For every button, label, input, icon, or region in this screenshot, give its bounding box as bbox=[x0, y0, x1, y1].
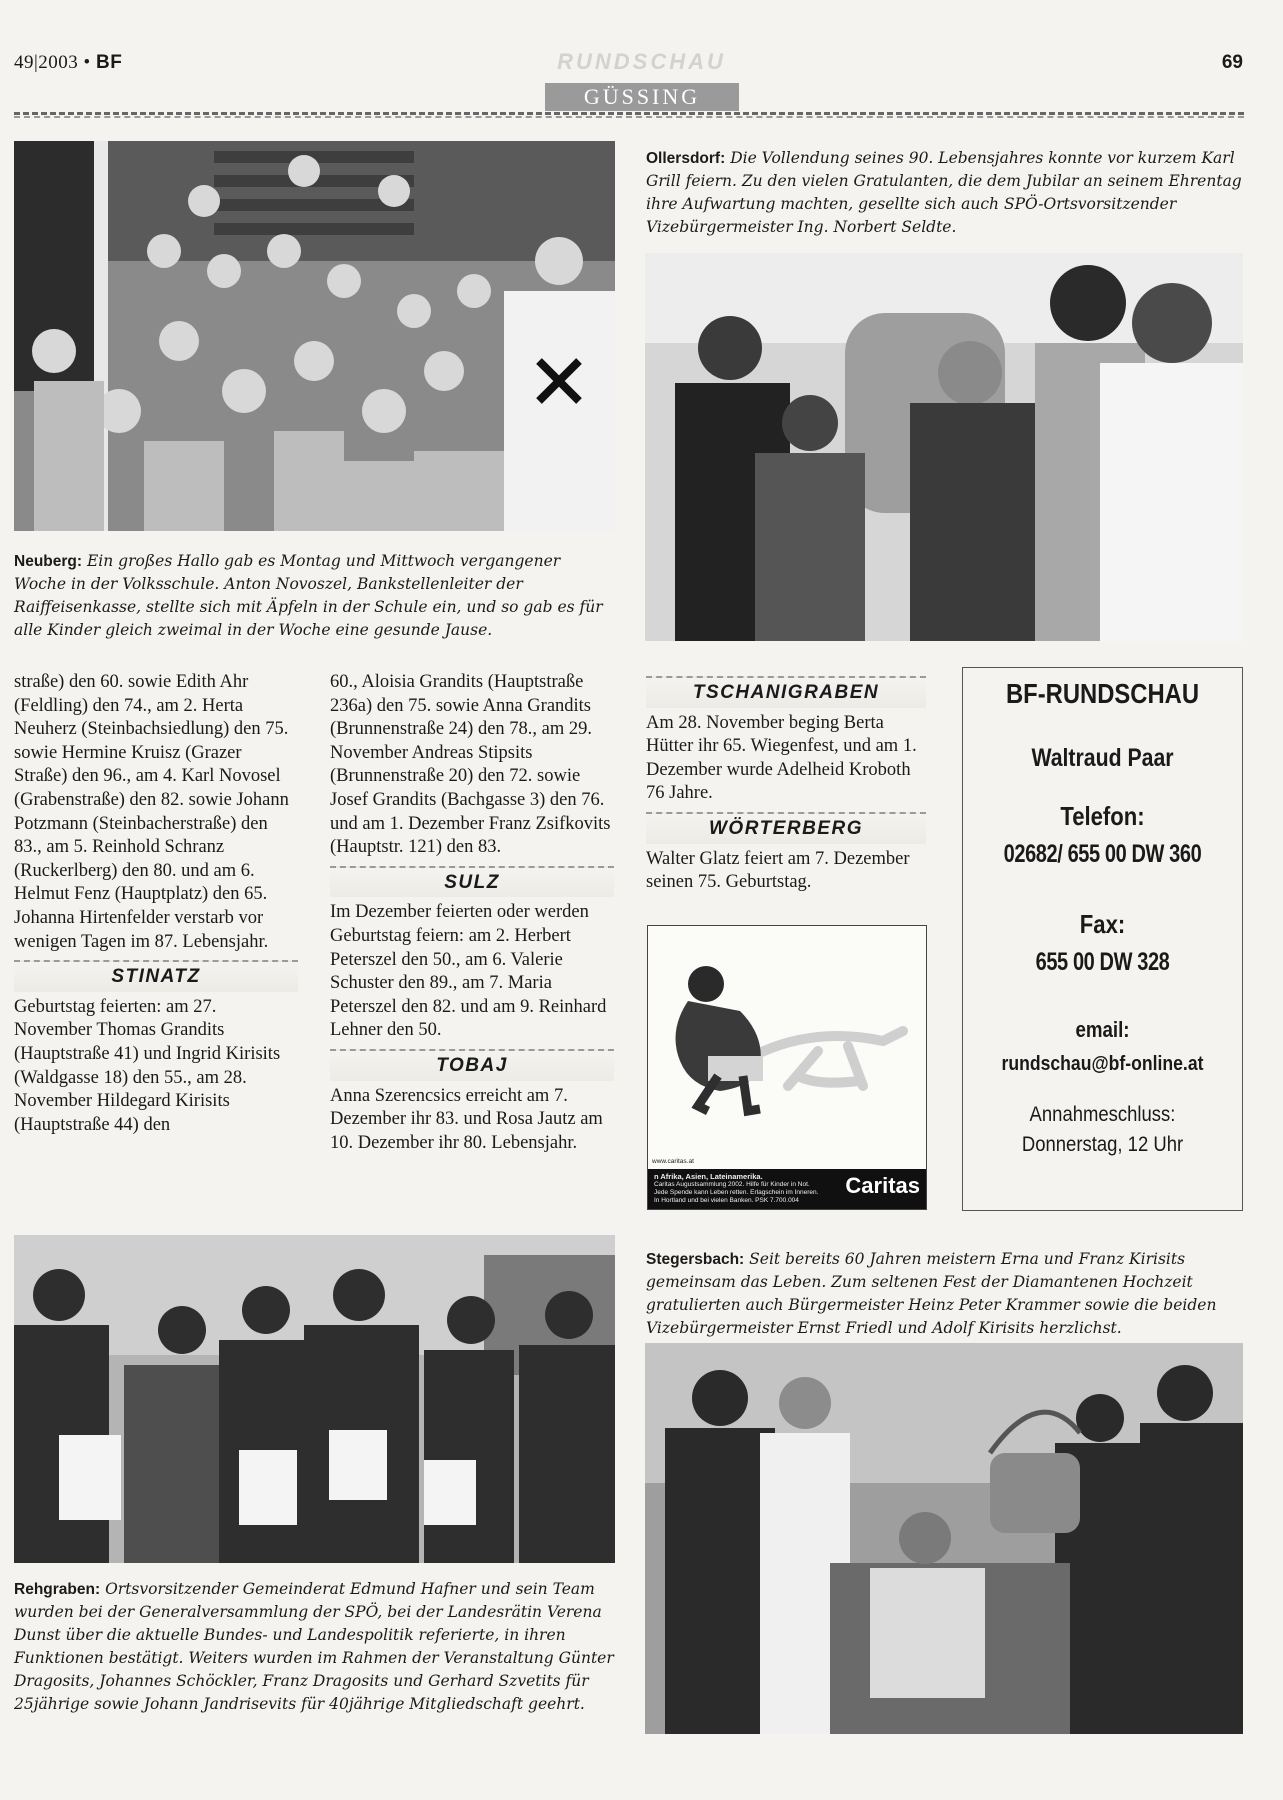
ollersdorf-caption-text: Die Vollendung seines 90. Lebensjahres konnte vor kurzem Karl Grill feiern. Zu den vielen Gratulanten, die dem Jubilar an seinem Ehrentag ihre Aufwartung machten, gesellte sich auch SPÖ-Ortsvorsitzender Vizebürgermeister Ing. Norbert Seldte. bbox=[646, 149, 1242, 236]
neuberg-photo bbox=[14, 141, 615, 531]
section-head-tobaj: TOBAJ bbox=[330, 1049, 614, 1081]
ad-line-4: In Hortland und bei vielen Banken. PSK 7.700.004 bbox=[654, 1197, 799, 1204]
stegersbach-photo bbox=[645, 1343, 1243, 1734]
woerterberg-text: Walter Glatz feiert am 7. Dezember seinen 75. Geburtstag. bbox=[646, 848, 910, 893]
caritas-ad bbox=[647, 925, 927, 1210]
section-head-tschanigraben: TSCHANIGRABEN bbox=[646, 676, 926, 708]
ad-line-3: Jede Spende kann Leben retten. Erlagschein im Inneren. bbox=[654, 1189, 819, 1196]
phone-number: 02682/ 655 00 DW 360 bbox=[1003, 840, 1202, 868]
email-address[interactable]: rundschau@bf-online.at bbox=[1001, 1053, 1204, 1075]
ollersdorf-place: Ollersdorf bbox=[646, 150, 721, 167]
ad-illustration bbox=[648, 926, 927, 1171]
publication-short: BF bbox=[95, 52, 123, 73]
ad-small-print bbox=[654, 1173, 826, 1205]
fax-number: 655 00 DW 328 bbox=[1035, 948, 1170, 976]
fax-label: Fax: bbox=[1079, 909, 1126, 939]
infobox-name: Waltraud Paar bbox=[1031, 744, 1174, 772]
column-2 bbox=[330, 671, 614, 1155]
column-3 bbox=[646, 676, 926, 895]
phone-label: Telefon: bbox=[1060, 801, 1145, 831]
sulz-text: Im Dezember feierten oder werden Geburtstag feiern: am 2. Herbert Peterszel den 50., am 6. Valerie Schuster den 89., am 7. Maria Peterszel den 82. und am 9. Reinhard Lehner den 50. bbox=[330, 902, 607, 1041]
publication-brand: RUNDSCHAU bbox=[557, 49, 726, 74]
rehgraben-caption-text: Ortsvorsitzender Gemeinderat Edmund Hafner und sein Team wurden bei der Generalversammlung der SPÖ, bei der Landesrätin Verena Dunst über die aktuelle Bundes- und Landespolitik referierte, in ihren Funktionen bestätigt. Weiters wurden im Rahmen der Veranstaltung Günter Dragosits, Johannes Schöckler, Franz Dragosits und Gerhard Szvetits für 25jährige sowie Johann Jandrisevits für 40jährige Mitgliedschaft geehrt. bbox=[14, 1580, 614, 1713]
col2-birthdays: 60., Aloisia Grandits (Hauptstraße 236a) den 75. sowie Anna Grandits (Brunnenstraße 24) den 78., am 29. November Andreas Stipsits (Brunnenstraße 20) den 72. sowie Josef Grandits (Bachgasse 3) den 76. und am 1. Dezember Franz Zsifkovits (Hauptstr. 121) den 83. bbox=[330, 672, 611, 858]
region-band: GÜSSING bbox=[545, 83, 739, 111]
section-head-stinatz: STINATZ bbox=[14, 960, 298, 992]
caritas-logo: Caritas bbox=[845, 1173, 920, 1198]
ad-url: www.caritas.at bbox=[652, 1158, 694, 1165]
ollersdorf-caption: Ollersdorf: Die Vollendung seines 90. Lebensjahres konnte vor kurzem Karl Grill feiern. Zu den vielen Gratulanten, die dem Jubilar an seinem Ehrentag ihre Aufwartung machten, gesellte sich auch SPÖ-Ortsvorsitzender Vizebürgermeister Ing. Norbert Seldte. bbox=[646, 149, 1242, 236]
ad-footer-bar bbox=[648, 1169, 926, 1209]
ad-line-2: Caritas Augustsammlung 2002. Hilfe für Kinder in Not. bbox=[654, 1181, 810, 1188]
page-number: 69 bbox=[1221, 52, 1243, 73]
rehgraben-photo bbox=[14, 1235, 615, 1563]
rehgraben-caption: Rehgraben: Ortsvorsitzender Gemeinderat Edmund Hafner und sein Team wurden bei der Generalversammlung der SPÖ, bei der Landesrätin Verena Dunst über die aktuelle Bundes- und Landespolitik referierte, in ihren Funktionen bestätigt. Weiters wurden im Rahmen der Veranstaltung Günter Dragosits, Johannes Schöckler, Franz Dragosits und Gerhard Szvetits für 25jährige sowie Johann Jandrisevits für 40jährige Mitgliedschaft geehrt. bbox=[14, 1580, 614, 1713]
rehgraben-place: Rehgraben bbox=[14, 1581, 95, 1598]
email-label: email: bbox=[1075, 1017, 1130, 1042]
deadline-value: Donnerstag, 12 Uhr bbox=[1021, 1133, 1184, 1156]
tobaj-text: Anna Szerencsics erreicht am 7. Dezember ihr 83. und Rosa Jautz am 10. Dezember ihr 80. Lebensjahr. bbox=[330, 1085, 603, 1153]
infobox-title: BF-RUNDSCHAU bbox=[1005, 678, 1200, 709]
deadline-label: Annahmeschluss: bbox=[1029, 1103, 1176, 1126]
header-divider bbox=[14, 112, 1244, 118]
column-1 bbox=[14, 671, 298, 1137]
tschanigraben-text: Am 28. November beging Berta Hütter ihr 65. Wiegenfest, und am 1. Dezember wurde Adelheid Kroboth 76 Jahre. bbox=[646, 712, 917, 804]
col1-birthdays: straße) den 60. sowie Edith Ahr (Feldling) den 74., am 2. Herta Neuherz (Steinbachsiedlung) den 75. sowie Hermine Kruisz (Grazer Straße) den 96., am 4. Karl Novosel (Grabenstraße) den 82. sowie Johann Potzmann (Steinbacherstraße) den 83., am 5. Reinhold Schranz (Ruckerlberg) den 80. und am 6. Helmut Fenz (Hauptplatz) den 65. bbox=[14, 672, 289, 905]
col1-obituary: Johanna Hirtenfelder verstarb vor wenigen Tagen im 87. Lebensjahr. bbox=[14, 907, 269, 952]
deadline bbox=[980, 1100, 1226, 1160]
stegersbach-caption: Stegersbach: Seit bereits 60 Jahren meistern Erna und Franz Kirisits gemeinsam das Leben. Zum seltenen Fest der Diamantenen Hochzeit gratulierten auch Bürgermeister Heinz Peter Krammer sowie die beiden Vizebürgermeister Ernst Friedl und Adolf Kirisits herzlichst. bbox=[646, 1250, 1217, 1337]
neuberg-caption: Neuberg: Ein großes Hallo gab es Montag und Mittwoch vergangener Woche in der Volksschule. Anton Novoszel, Bankstellenleiter der Raiffeisenkasse, stellte sich mit Äpfeln in der Schule ein, und so gab es für alle Kinder gleich zweimal in der Woche eine gesunde Jause. bbox=[14, 552, 603, 639]
section-head-sulz: SULZ bbox=[330, 866, 614, 898]
stegersbach-place: Stegersbach bbox=[646, 1251, 740, 1268]
issue-number: 49|2003 • bbox=[14, 52, 91, 73]
ad-line-1: n Afrika, Asien, Lateinamerika. bbox=[654, 1172, 763, 1181]
section-head-woerterberg: WÖRTERBERG bbox=[646, 812, 926, 844]
neuberg-caption-text: Ein großes Hallo gab es Montag und Mittwoch vergangener Woche in der Volksschule. Anton Novoszel, Bankstellenleiter der Raiffeisenkasse, stellte sich mit Äpfeln in der Schule ein, und so gab es für alle Kinder gleich zweimal in der Woche eine gesunde Jause. bbox=[14, 552, 603, 639]
neuberg-place: Neuberg bbox=[14, 553, 77, 570]
stegersbach-caption-text: Seit bereits 60 Jahren meistern Erna und Franz Kirisits gemeinsam das Leben. Zum seltenen Fest der Diamantenen Hochzeit gratulierten auch Bürgermeister Heinz Peter Krammer sowie die beiden Vizebürgermeister Ernst Friedl und Adolf Kirisits herzlichst. bbox=[646, 1250, 1217, 1337]
contact-infobox bbox=[962, 667, 1243, 1211]
ollersdorf-photo bbox=[645, 253, 1243, 641]
stinatz-text: Geburtstag feierten: am 27. November Thomas Grandits (Hauptstraße 41) und Ingrid Kirisits (Waldgasse 18) den 55., am 28. November Hildegard Kirisits (Hauptstraße 44) den bbox=[14, 996, 281, 1135]
